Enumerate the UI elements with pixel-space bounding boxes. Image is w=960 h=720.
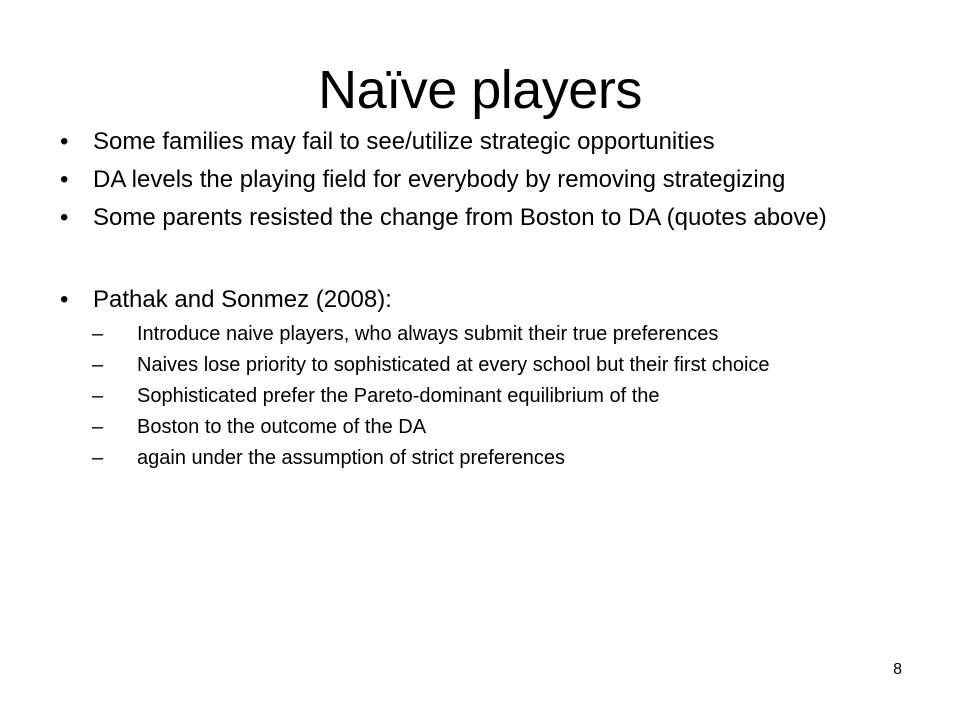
sub-bullet-item	[92, 385, 916, 408]
sub-bullet-list	[56, 323, 916, 470]
sub-bullet-item	[92, 447, 916, 470]
sub-bullet-item	[92, 416, 916, 439]
sub-bullet-text: Introduce naive players, who always submit their true preferences	[137, 323, 719, 345]
bullet-item	[56, 165, 916, 194]
sub-bullet-text: again under the assumption of strict preferences	[137, 447, 566, 469]
page-number: 8	[893, 661, 902, 678]
bullet-marker: •	[60, 204, 69, 231]
bullet-marker: •	[60, 166, 69, 193]
dash-marker: –	[92, 416, 104, 438]
slide-title: Naïve players	[318, 60, 642, 120]
bullet-item	[56, 127, 916, 156]
bullet-marker: •	[60, 286, 69, 313]
bullet-text: Some parents resisted the change from Boston to DA (quotes above)	[93, 204, 827, 231]
sub-bullet-text: Sophisticated prefer the Pareto-dominant equilibrium of the	[137, 385, 660, 407]
bullet-text: Pathak and Sonmez (2008):	[93, 286, 392, 313]
bullet-item-main-point	[56, 285, 916, 314]
dash-marker: –	[92, 323, 104, 345]
bullet-text: DA levels the playing field for everybody by removing strategizing	[93, 166, 786, 193]
bullet-list	[56, 127, 916, 478]
bullet-text: Some families may fail to see/utilize strategic opportunities	[93, 128, 715, 155]
bullet-marker: •	[60, 128, 69, 155]
dash-marker: –	[92, 447, 104, 469]
dash-marker: –	[92, 354, 104, 376]
dash-marker: –	[92, 385, 104, 407]
sub-bullet-text: Boston to the outcome of the DA	[137, 416, 427, 438]
bullet-item	[56, 203, 916, 232]
sub-bullet-item	[92, 354, 916, 377]
bullet-spacer	[56, 241, 916, 285]
sub-bullet-text: Naives lose priority to sophisticated at every school but their first choice	[137, 354, 770, 376]
sub-bullet-item	[92, 323, 916, 346]
